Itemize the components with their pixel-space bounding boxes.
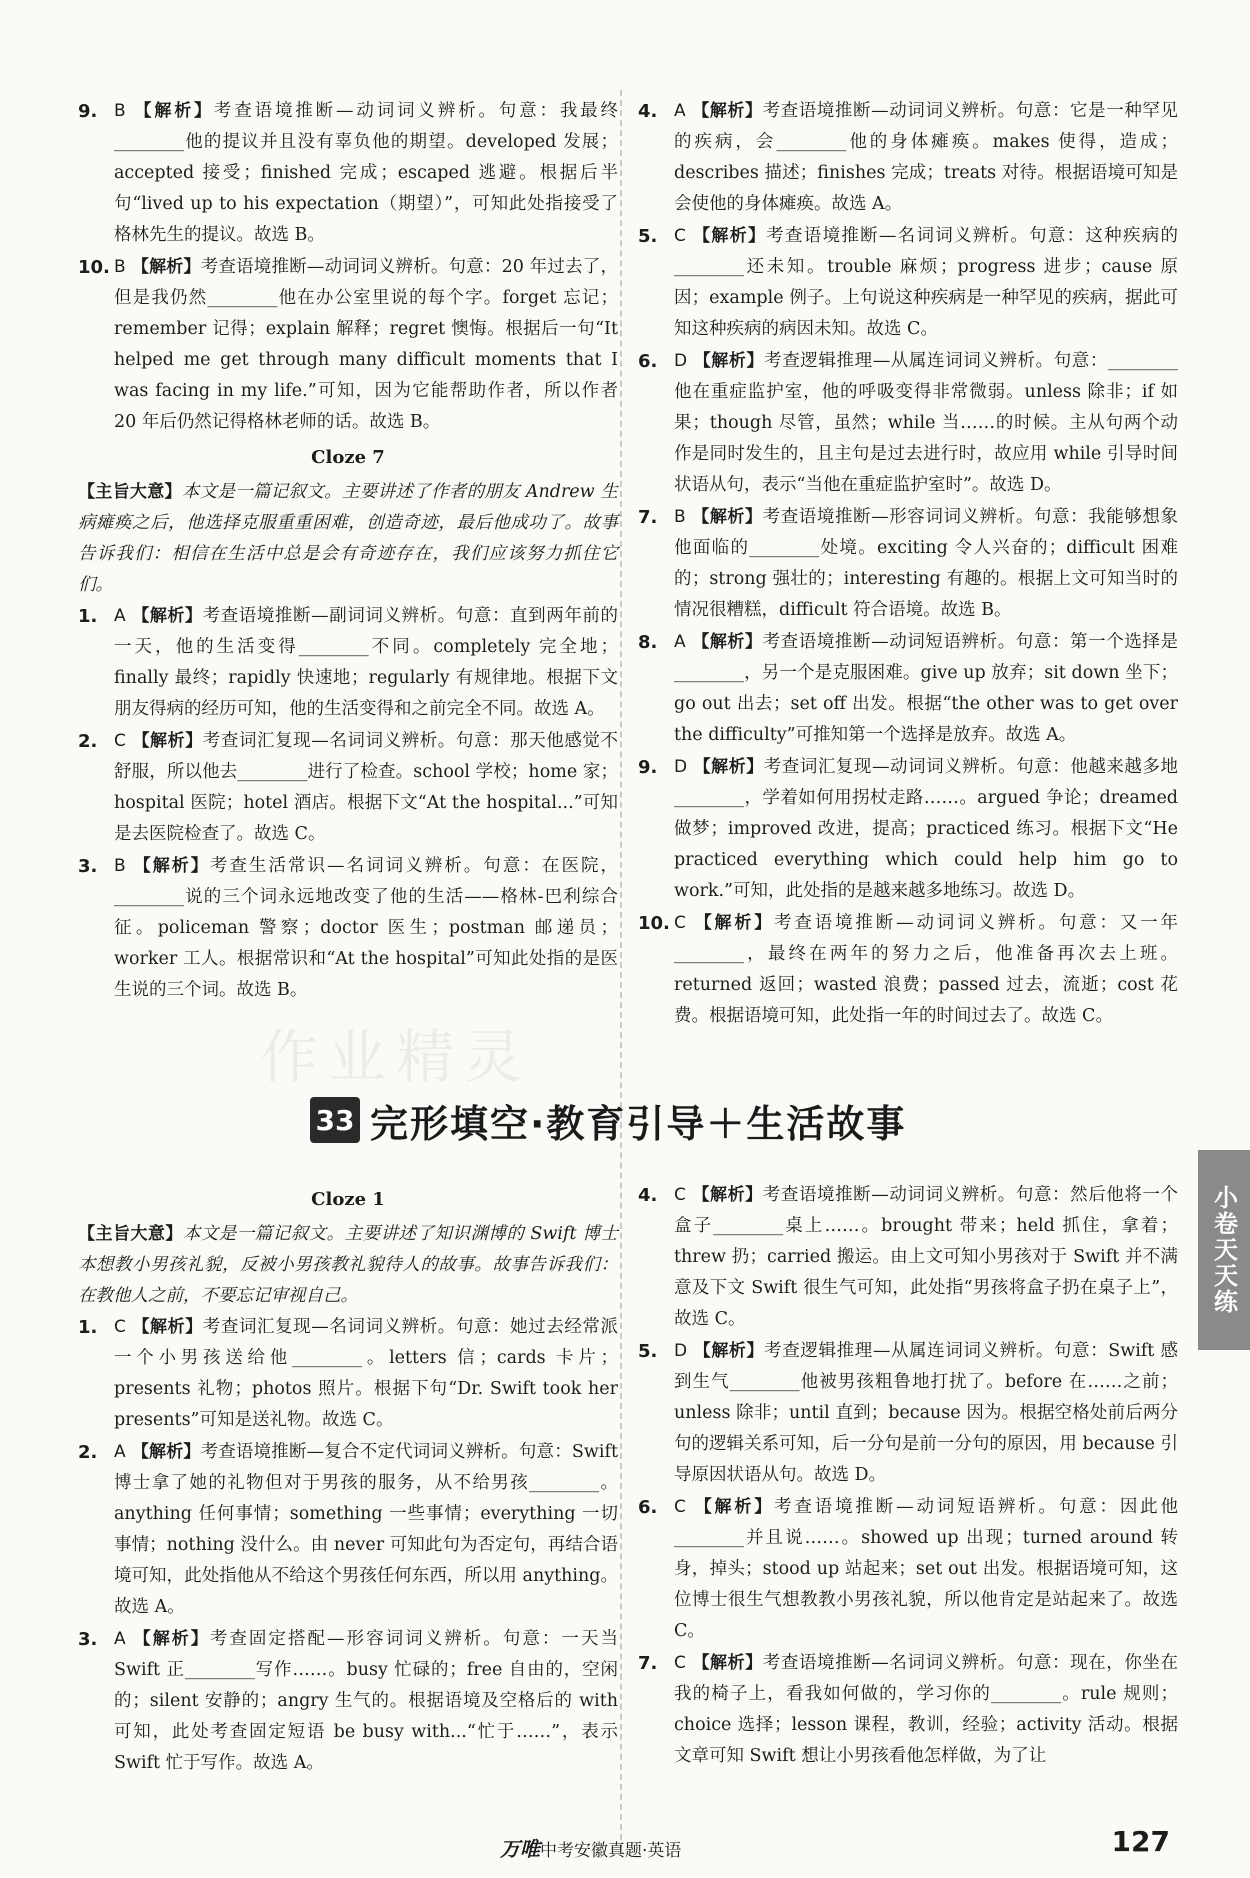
answer-item (638, 1180, 1178, 1335)
item-number: 4. (638, 1185, 658, 1206)
section-number: 33 (310, 1097, 360, 1143)
footer-text: 中考安徽真题·英语 (540, 1841, 682, 1861)
summary (78, 477, 618, 601)
analysis-tag: 【解析】 (131, 856, 210, 876)
answer-item (78, 851, 618, 1006)
answer-letter: A (674, 632, 686, 652)
answer-item (638, 1336, 1178, 1491)
analysis-text: 考查词汇复现—名词词义辨析。句意：她过去经常派一个小男孩送给他________。letters 信；cards 卡片；presents 礼物；photos 照片。根据下句“Dr. Swift took her presents”可知是送礼物。故选 C。 (114, 1317, 619, 1430)
analysis-text: 考查语境推断—名词词义辨析。句意：这种疾病的________还未知。trouble 麻烦；progress 进步；cause 原因；example 例子。上句说这种疾病是一种罕见的疾病，据此可知这种疾病的病因未知。故选 C。 (674, 226, 1179, 339)
analysis-text: 考查语境推断—动词短语辨析。句意：因此他________并且说……。showed up 出现；turned around 转身，掉头；stood up 站起来；set out 出发。根据语境可知，这位博士很生气想教教小男孩礼貌，所以他肯定是站起来了。故选 C。 (674, 1497, 1179, 1641)
answer-item (638, 908, 1178, 1032)
analysis-text: 考查语境推断—动词词义辨析。句意：它是一种罕见的疾病，会________他的身体瘫痪。makes 使得，造成；describes 描述；finishes 完成；treats 对待。根据语境可知是会使他的身体瘫痪。故选 A。 (674, 101, 1178, 214)
answer-item (638, 221, 1178, 345)
answer-letter: C (674, 226, 686, 246)
answer-letter: A (114, 1442, 126, 1462)
item-number: 9. (78, 101, 98, 122)
answer-item (78, 1312, 618, 1436)
answer-item (638, 752, 1178, 907)
right-top-column (638, 96, 1178, 1033)
analysis-text: 考查语境推断—动词词义辨析。句意：20 年过去了，但是我仍然________他在办公室里说的每个字。forget 忘记；remember 记得；explain 解释；regret 懊悔。根据后一句“It helped me get through many difficult moments that I was facing in my life.”可知，因为它能帮助作者，所以作者 20 年后仍然记得格林老师的话。故选 B。 (114, 257, 618, 432)
answer-item (638, 346, 1178, 501)
answer-item (638, 627, 1178, 751)
analysis-tag: 【解析】 (691, 1497, 775, 1517)
answer-letter: C (674, 1497, 686, 1517)
section-title: 完形填空·教育引导＋生活故事 (370, 1101, 907, 1146)
answer-letter: A (114, 606, 126, 626)
answer-item (638, 1648, 1178, 1772)
summary-tag: 【主旨大意】 (78, 482, 182, 502)
analysis-tag: 【解析】 (693, 757, 764, 777)
summary-text: 本文是一篇记叙文。主要讲述了作者的朋友 Andrew 生病瘫痪之后，他选择克服重重困难，创造奇迹，最后他成功了。故事告诉我们：相信在生活中总是会有奇迹存在，我们应该努力抓住它们。 (78, 482, 619, 595)
analysis-text: 考查语境推断—复合不定代词词义辨析。句意：Swift 博士拿了她的礼物但对于男孩的服务，从不给男孩________。anything 任何事情；something 一些事情；everything 一切事情；nothing 没什么。由 never 可知此句为否定句，再结合语境可知，此处指他从不给这个男孩任何东西，所以用 anything。故选 A。 (114, 1442, 618, 1617)
item-number: 1. (78, 606, 98, 627)
analysis-tag: 【解析】 (691, 632, 763, 652)
footer (0, 1825, 1250, 1865)
item-number: 4. (638, 101, 658, 122)
analysis-tag: 【解析】 (131, 1629, 210, 1649)
answer-letter: D (674, 1341, 688, 1361)
item-number: 10. (638, 913, 670, 934)
analysis-tag: 【解析】 (131, 1317, 203, 1337)
answer-letter: B (114, 257, 126, 277)
right-bottom-column (638, 1180, 1178, 1773)
analysis-tag: 【解析】 (131, 1442, 201, 1462)
analysis-tag: 【解析】 (691, 1653, 763, 1673)
analysis-text: 考查逻辑推理—从属连词词义辨析。句意：________他在重症监护室，他的呼吸变得非常微弱。unless 除非；if 如果；though 尽管，虽然；while 当……的时候。主从句两个动作是同时发生的，且主句是过去进行时，故应用 while 引导时间状语从句，表示“当他在重症监护室时”。故选 D。 (674, 351, 1179, 495)
summary-tag: 【主旨大意】 (78, 1224, 183, 1244)
item-number: 7. (638, 1653, 658, 1674)
analysis-text: 考查语境推断—动词词义辨析。句意：然后他将一个盒子________桌上……。brought 带来；held 抓住，拿着；threw 扔；carried 搬运。由上文可知小男孩对于 Swift 并不满意及下文 Swift 很生气可知，此处指“男孩将盒子扔在桌子上”，故选 C。 (674, 1185, 1179, 1329)
summary (78, 1219, 618, 1312)
analysis-text: 考查语境推断—动词词义辨析。句意：又一年________，最终在两年的努力之后，他准备再次去上班。returned 返回；wasted 浪费；passed 过去，流逝；cost 花费。根据语境可知，此处指一年的时间过去了。故选 C。 (674, 913, 1179, 1026)
answer-item (638, 502, 1178, 626)
item-number: 5. (638, 226, 658, 247)
side-tab: 小卷天天练 (1198, 1150, 1250, 1350)
analysis-tag: 【解析】 (693, 351, 765, 371)
analysis-text: 考查语境推断—动词词义辨析。句意：我最终________他的提议并且没有辜负他的期望。developed 发展；accepted 接受；finished 完成；escaped 逃避。根据后半句“lived up to his expectation（期望）”，可知此处指接受了格林先生的提议。故选 B。 (114, 101, 619, 245)
analysis-tag: 【解析】 (691, 101, 763, 121)
footer-brand (500, 1833, 681, 1862)
page-number: 127 (1111, 1825, 1170, 1858)
analysis-text: 考查生活常识—名词词义辨析。句意：在医院，________说的三个词永远地改变了他的生活——格林-巴利综合征。policeman 警察；doctor 医生；postman 邮递员；worker 工人。根据常识和“At the hospital”可知此处指的是医生说的三个词。故选 B。 (114, 856, 619, 1000)
answer-letter: D (674, 757, 688, 777)
answer-item (638, 1492, 1178, 1647)
item-number: 5. (638, 1341, 658, 1362)
analysis-tag: 【解析】 (131, 606, 203, 626)
brand-logo: 万唯 (500, 1837, 540, 1861)
item-number: 8. (638, 632, 658, 653)
analysis-tag: 【解析】 (691, 226, 767, 246)
analysis-tag: 【解析】 (131, 731, 203, 751)
answer-letter: C (114, 731, 126, 751)
analysis-tag: 【解析】 (691, 913, 775, 933)
section-header (310, 1090, 906, 1150)
answer-item (78, 726, 618, 850)
answer-letter: B (114, 856, 126, 876)
answer-letter: B (114, 101, 126, 121)
answer-letter: B (674, 507, 686, 527)
answer-letter: D (674, 351, 688, 371)
item-number: 1. (78, 1317, 98, 1338)
item-number: 6. (638, 1497, 658, 1518)
analysis-text: 考查语境推断—名词词义辨析。句意：现在，你坐在我的椅子上，看我如何做的，学习你的________。rule 规则；choice 选择；lesson 课程，教训，经验；activity 活动。根据文章可知 Swift 想让小男孩看他怎样做，为了让 (674, 1653, 1179, 1766)
answer-letter: A (114, 1629, 126, 1649)
answer-item (78, 1624, 618, 1779)
answer-letter: C (674, 1653, 686, 1673)
item-number: 3. (78, 1629, 98, 1650)
item-number: 7. (638, 507, 658, 528)
column-divider (620, 90, 622, 1850)
summary-text: 本文是一篇记叙文。主要讲述了知识渊博的 Swift 博士本想教小男孩礼貌，反被小男孩教礼貌待人的故事。故事告诉我们：在教他人之前，不要忘记审视自己。 (78, 1224, 619, 1306)
analysis-tag: 【解析】 (693, 1341, 765, 1361)
answer-item (638, 96, 1178, 220)
answer-letter: C (674, 913, 686, 933)
answer-letter: A (674, 101, 686, 121)
cloze-title: Cloze 1 (311, 1189, 385, 1210)
item-number: 9. (638, 757, 658, 778)
item-number: 2. (78, 731, 98, 752)
answer-item (78, 1437, 618, 1623)
answer-item (78, 96, 618, 251)
left-bottom-column (78, 1180, 618, 1780)
answer-item (78, 601, 618, 725)
item-number: 2. (78, 1442, 98, 1463)
item-number: 6. (638, 351, 658, 372)
item-number: 10. (78, 257, 110, 278)
analysis-text: 考查词汇复现—动词词义辨析。句意：他越来越多地________，学着如何用拐杖走路……。argued 争论；dreamed 做梦；improved 改进，提高；practiced 练习。根据下文“He practiced everything which could help him go to work.”可知，此处指的是越来越多地练习。故选 D。 (674, 757, 1179, 901)
analysis-text: 考查逻辑推理—从属连词词义辨析。句意：Swift 感到生气________他被男孩粗鲁地打扰了。before 在……之前；unless 除非；until 直到；because 因为。根据空格处前后两分句的逻辑关系可知，后一分句是前一分句的原因，用 because 引导原因状语从句。故选 D。 (674, 1341, 1179, 1485)
answer-item (78, 252, 618, 438)
analysis-tag: 【解析】 (691, 507, 763, 527)
answer-letter: C (114, 1317, 126, 1337)
analysis-tag: 【解析】 (131, 257, 201, 277)
analysis-text: 考查语境推断—形容词词义辨析。句意：我能够想象他面临的________处境。exciting 令人兴奋的；difficult 困难的；strong 强壮的；interesting 有趣的。根据上文可知当时的情况很糟糕，difficult 符合语境。故选 B。 (674, 507, 1179, 620)
item-number: 3. (78, 856, 98, 877)
analysis-text: 考查语境推断—动词短语辨析。句意：第一个选择是________，另一个是克服困难。give up 放弃；sit down 坐下；go out 出去；set off 出发。根据“the other was to get over the difficulty”可推知第一个选择是放弃。故选 A。 (674, 632, 1178, 745)
answer-letter: C (674, 1185, 686, 1205)
watermark: 作业精灵 (260, 1023, 533, 1091)
analysis-text: 考查语境推断—副词词义辨析。句意：直到两年前的一天，他的生活变得________不同。completely 完全地；finally 最终；rapidly 快速地；regularly 有规律地。根据下文朋友得病的经历可知，他的生活变得和之前完全不同。故选 A。 (114, 606, 618, 719)
cloze-title: Cloze 7 (311, 447, 385, 468)
analysis-tag: 【解析】 (691, 1185, 763, 1205)
analysis-tag: 【解析】 (131, 101, 214, 121)
analysis-text: 考查固定搭配—形容词词义辨析。句意：一天当 Swift 正________写作……。busy 忙碌的；free 自由的，空闲的；silent 安静的；angry 生气的。根据语境及空格后的 with 可知，此处考查固定短语 be busy with...“忙于……”，表示 Swift 忙于写作。故选 A。 (114, 1629, 619, 1773)
left-top-column (78, 96, 618, 1007)
analysis-text: 考查词汇复现—名词词义辨析。句意：那天他感觉不舒服，所以他去________进行了检查。school 学校；home 家；hospital 医院；hotel 酒店。根据下文“At the hospital...”可知是去医院检查了。故选 C。 (114, 731, 619, 844)
